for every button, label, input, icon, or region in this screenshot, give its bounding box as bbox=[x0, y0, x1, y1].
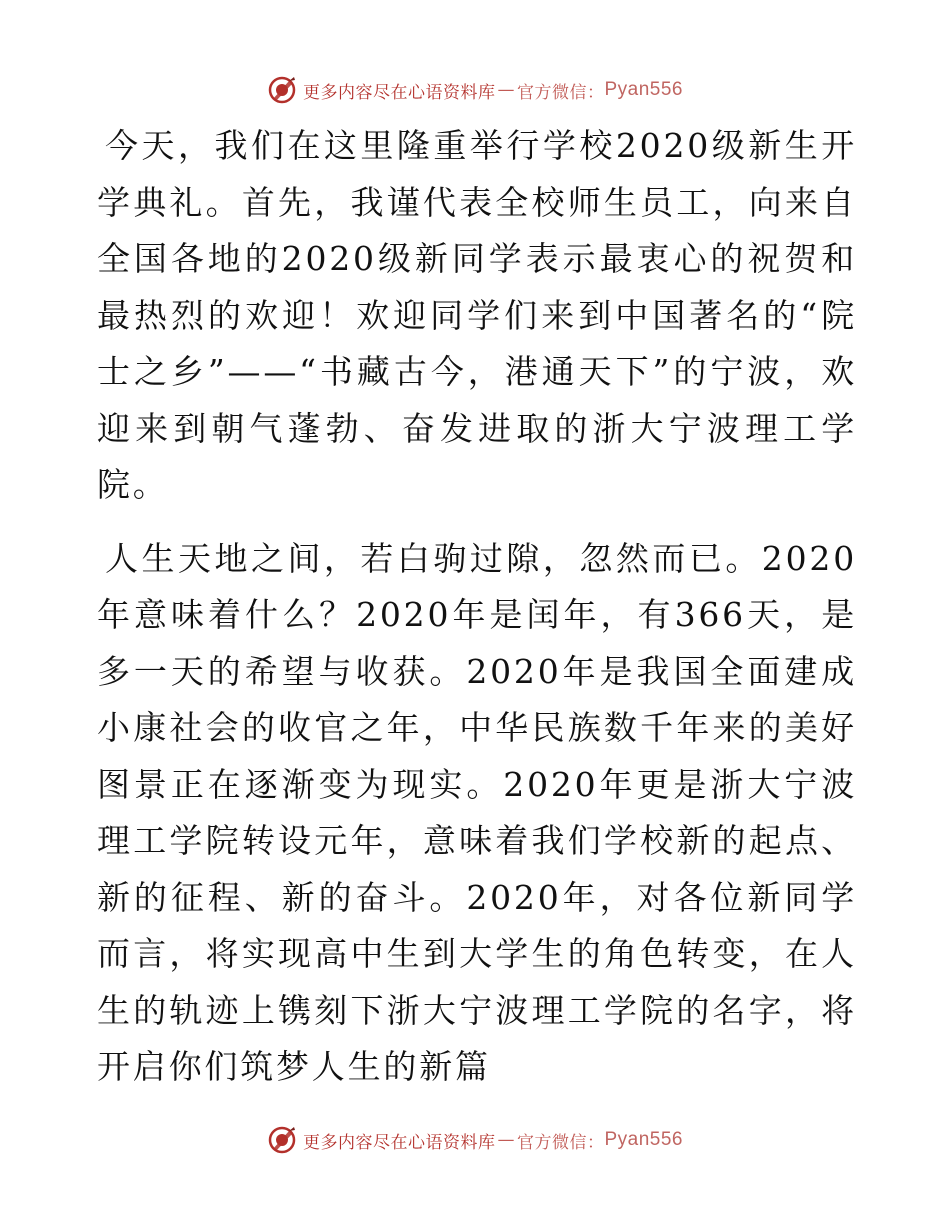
paragraph-opening: 今天，我们在这里隆重举行学校2020级新生开学典礼。首先，我谨代表全校师生员工，向来自全国各地的2020级新同学表示最衷心的祝贺和最热烈的欢迎！欢迎同学们来到中国著名的“院士之乡”——“书藏古今，港通天下”的宁波，欢迎来到朝气蓬勃、奋发进取的浙大宁波理工学院。 bbox=[97, 126, 857, 504]
paragraph-2020-meaning: 人生天地之间，若白驹过隙，忽然而已。2020年意味着什么？2020年是闰年，有366天，是多一天的希望与收获。2020年是我国全面建成小康社会的收官之年，中华民族数千年来的美好图景正在逐渐变为现实。2020年更是浙大宁波理工学院转设元年，意味着我们学校新的起点、新的征程、新的奋斗。2020年，对各位新同学而言，将实现高中生到大学生的角色转变，在人生的轨迹上镌刻下浙大宁波理工学院的名字，将开启你们筑梦人生的新篇 bbox=[97, 538, 857, 1086]
footer-promo-text: 更多内容尽在心语资料库 bbox=[302, 1132, 496, 1153]
header-promo-text: 更多内容尽在心语资料库 bbox=[302, 82, 496, 103]
header-wechat-id: Pyan556 bbox=[604, 79, 683, 100]
footer-wechat-id: Pyan556 bbox=[604, 1129, 683, 1150]
header-separator: — bbox=[497, 80, 515, 100]
header-watermark-banner bbox=[0, 70, 950, 110]
footer-watermark-banner bbox=[0, 1120, 950, 1160]
document-body bbox=[97, 118, 857, 1096]
footer-wechat-label: 官方微信： bbox=[516, 1132, 605, 1153]
footer-separator: — bbox=[497, 1130, 515, 1150]
header-wechat-label: 官方微信： bbox=[516, 82, 605, 103]
quill-logo-icon bbox=[267, 75, 297, 105]
quill-logo-icon bbox=[267, 1125, 297, 1155]
